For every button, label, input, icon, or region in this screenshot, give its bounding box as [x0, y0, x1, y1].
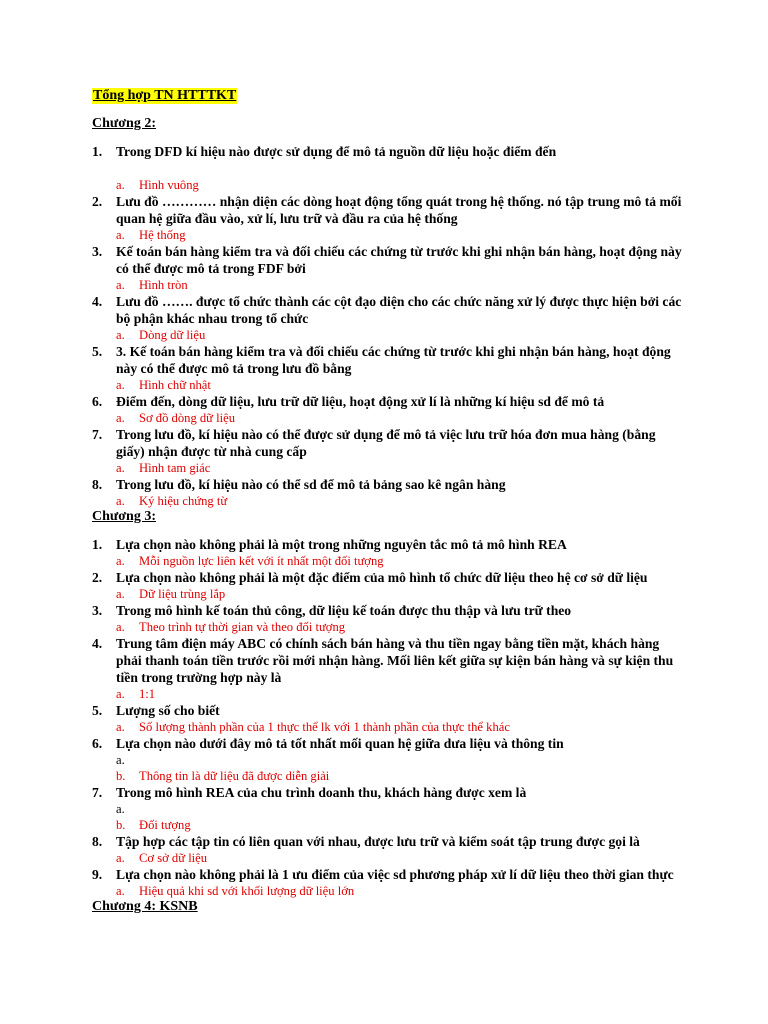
answer-text: 1:1: [139, 687, 156, 701]
question-text: [92, 343, 682, 377]
question-label: Lưu đồ ……. được tổ chức thành các cột đạo diện cho các chức năng xử lý được thực hiện bởi các bộ phận khác nhau trong tổ chức: [116, 294, 682, 326]
answer-text: Đối tượng: [139, 818, 191, 832]
answer-letter: a.: [116, 461, 125, 475]
question-label: Điểm đến, dòng dữ liệu, lưu trữ dữ liệu, hoạt động xử lí là những kí hiệu sd để mô tả: [116, 394, 605, 409]
answer-option: [92, 377, 682, 393]
answer-text: Hệ thống: [139, 228, 186, 242]
question-label: Kế toán bán hàng kiểm tra và đối chiếu các chứng từ trước khi ghi nhận bán hàng, hoạt động này có thể được mô tả trong FDF bởi: [116, 244, 682, 276]
answer-option: [92, 410, 682, 426]
document-title: [92, 86, 682, 104]
chapter-3: [92, 509, 682, 899]
answer-letter: a.: [116, 554, 125, 568]
document-title-text: Tổng hợp TN HTTTKT: [93, 88, 237, 103]
chapter-heading: Chương 2:: [92, 116, 156, 131]
question-item: [92, 536, 682, 569]
question-item: [92, 569, 682, 602]
answer-text: Thông tin là dữ liệu đã được diễn giải: [139, 769, 330, 783]
question-text: [92, 569, 682, 586]
question-label: Tập hợp các tập tin có liên quan với nhau, được lưu trữ và kiểm soát tập trung được gọi là: [116, 834, 640, 849]
answer-text: Dòng dữ liệu: [139, 328, 206, 342]
question-number: 4.: [92, 294, 103, 309]
question-number: 7.: [92, 427, 103, 442]
question-label: 3. Kế toán bán hàng kiểm tra và đối chiếu các chứng từ trước khi ghi nhận bán hàng, hoạt động này có thể được mô tả trong lưu đồ bằng: [116, 344, 671, 376]
question-number: 6.: [92, 736, 103, 751]
answer-text: Mỗi nguồn lực liên kết với ít nhất một đối tượng: [139, 554, 384, 568]
question-text: [92, 702, 682, 719]
question-number: 6.: [92, 394, 103, 409]
answer-letter: a.: [116, 494, 125, 508]
answer-letter: a.: [116, 378, 125, 392]
question-item: [92, 833, 682, 866]
answer-letter: a.: [116, 411, 125, 425]
question-label: Lựa chọn nào không phải là một đặc điểm của mô hình tổ chức dữ liệu theo hệ cơ sở dữ liệu: [116, 570, 648, 585]
answer-letter: a.: [116, 687, 125, 701]
question-item: [92, 293, 682, 343]
question-text: [92, 426, 682, 460]
question-text: [92, 635, 682, 686]
question-number: 3.: [92, 244, 103, 259]
question-number: 9.: [92, 867, 103, 882]
answer-option: [92, 586, 682, 602]
question-text: [92, 243, 682, 277]
question-number: 2.: [92, 194, 103, 209]
question-label: Lựa chọn nào không phải là một trong những nguyên tắc mô tả mô hình REA: [116, 537, 567, 552]
answer-option: [92, 768, 682, 784]
answer-letter: a.: [116, 228, 125, 242]
question-label: Trong DFD kí hiệu nào được sử dụng để mô tả nguồn dữ liệu hoặc điểm đến: [116, 144, 557, 159]
answer-option: [92, 619, 682, 635]
answer-option: [92, 277, 682, 293]
answer-letter: a.: [116, 620, 125, 634]
answer-option: [92, 752, 682, 768]
question-number: 8.: [92, 477, 103, 492]
answer-text: Hình tam giác: [139, 461, 211, 475]
question-number: 4.: [92, 636, 103, 651]
question-item: [92, 343, 682, 393]
question-text: [92, 293, 682, 327]
answer-letter: b.: [116, 818, 126, 832]
answer-option: [92, 460, 682, 476]
question-number: 1.: [92, 144, 103, 159]
question-item: [92, 143, 682, 193]
question-text: [92, 143, 682, 160]
question-text: [92, 393, 682, 410]
question-text: [92, 476, 682, 493]
answer-letter: b.: [116, 769, 126, 783]
question-text: [92, 784, 682, 801]
answer-option: [92, 177, 682, 193]
question-number: 2.: [92, 570, 103, 585]
question-item: [92, 476, 682, 509]
chapter-heading: Chương 3:: [92, 509, 156, 524]
answer-option: [92, 719, 682, 735]
question-number: 5.: [92, 703, 103, 718]
question-item: [92, 426, 682, 476]
answer-option: [92, 817, 682, 833]
answer-text: Sơ đồ dòng dữ liệu: [139, 411, 236, 425]
question-label: Lượng số cho biết: [116, 703, 220, 718]
answer-option: [92, 327, 682, 343]
question-text: [92, 193, 682, 227]
question-item: [92, 393, 682, 426]
question-item: [92, 635, 682, 702]
question-number: 8.: [92, 834, 103, 849]
answer-letter: a.: [116, 178, 125, 192]
answer-text: Dữ liệu trùng lắp: [139, 587, 226, 601]
chapter-2: [92, 116, 682, 509]
question-item: [92, 193, 682, 243]
chapter-heading: Chương 4: KSNB: [92, 899, 198, 914]
question-number: 7.: [92, 785, 103, 800]
question-label: Trong lưu đồ, kí hiệu nào có thể sd để mô tả bảng sao kê ngân hàng: [116, 477, 506, 492]
answer-text: Ký hiệu chứng từ: [139, 494, 228, 508]
question-item: [92, 702, 682, 735]
answer-letter: a.: [116, 328, 125, 342]
answer-option: [92, 850, 682, 866]
question-text: [92, 735, 682, 752]
answer-text: Hình chữ nhật: [139, 378, 211, 392]
question-label: Trong mô hình kế toán thủ công, dữ liệu kế toán được thu thập và lưu trữ theo: [116, 603, 572, 618]
question-number: 5.: [92, 344, 103, 359]
question-item: [92, 866, 682, 899]
question-text: [92, 602, 682, 619]
answer-letter: a.: [116, 884, 125, 898]
answer-option: [92, 883, 682, 899]
question-number: 1.: [92, 537, 103, 552]
answer-text: Số lượng thành phần của 1 thực thể lk với 1 thành phần của thực thể khác: [139, 720, 510, 734]
answer-text: Cơ sở dữ liệu: [139, 851, 208, 865]
question-text: [92, 536, 682, 553]
question-label: Lựa chọn nào dưới đây mô tả tốt nhất mối quan hệ giữa dưa liệu và thông tin: [116, 736, 564, 751]
answer-option: [92, 801, 682, 817]
document-page: [92, 86, 682, 915]
answer-text: Hiệu quả khi sd với khối lượng dữ liệu lớn: [139, 884, 355, 898]
answer-text: Hình vuông: [139, 178, 199, 192]
question-label: Lưu đồ ………… nhận diện các dòng hoạt động tổng quát trong hệ thống. nó tập trung mô tả mối quan hệ giữa đầu vào, xử lí, lưu trữ và đầu ra của hệ thống: [116, 194, 682, 226]
answer-option: [92, 493, 682, 509]
answer-letter: a.: [116, 720, 125, 734]
answer-option: [92, 227, 682, 243]
answer-text: Theo trình tự thời gian và theo đối tượng: [139, 620, 346, 634]
answer-letter: a.: [116, 851, 125, 865]
question-item: [92, 735, 682, 784]
question-number: 3.: [92, 603, 103, 618]
question-item: [92, 602, 682, 635]
answer-option: [92, 686, 682, 702]
question-item: [92, 784, 682, 833]
answer-letter: a.: [116, 753, 125, 767]
question-text: [92, 866, 682, 883]
question-item: [92, 243, 682, 293]
answer-text: Hình tròn: [139, 278, 188, 292]
question-label: Trong lưu đồ, kí hiệu nào có thể được sử dụng để mô tả việc lưu trữ hóa đơn mua hàng (bằng giấy) nhận được từ nhà cung cấp: [116, 427, 656, 459]
question-label: Lựa chọn nào không phải là 1 ưu điểm của việc sd phương pháp xử lí dữ liệu theo thời gian thực: [116, 867, 674, 882]
answer-letter: a.: [116, 587, 125, 601]
answer-letter: a.: [116, 802, 125, 816]
question-label: Trung tâm điện máy ABC có chính sách bán hàng và thu tiền ngay bằng tiền mặt, khách hàng phải thanh toán tiền trước rồi mới nhận hàng. Mối liên kết giữa sự kiện bán hàng và sự kiện thu tiền trong trường hợp này là: [116, 636, 674, 685]
chapter-4: [92, 899, 682, 915]
answer-letter: a.: [116, 278, 125, 292]
answer-option: [92, 553, 682, 569]
question-text: [92, 833, 682, 850]
question-label: Trong mô hình REA của chu trình doanh thu, khách hàng được xem là: [116, 785, 527, 800]
